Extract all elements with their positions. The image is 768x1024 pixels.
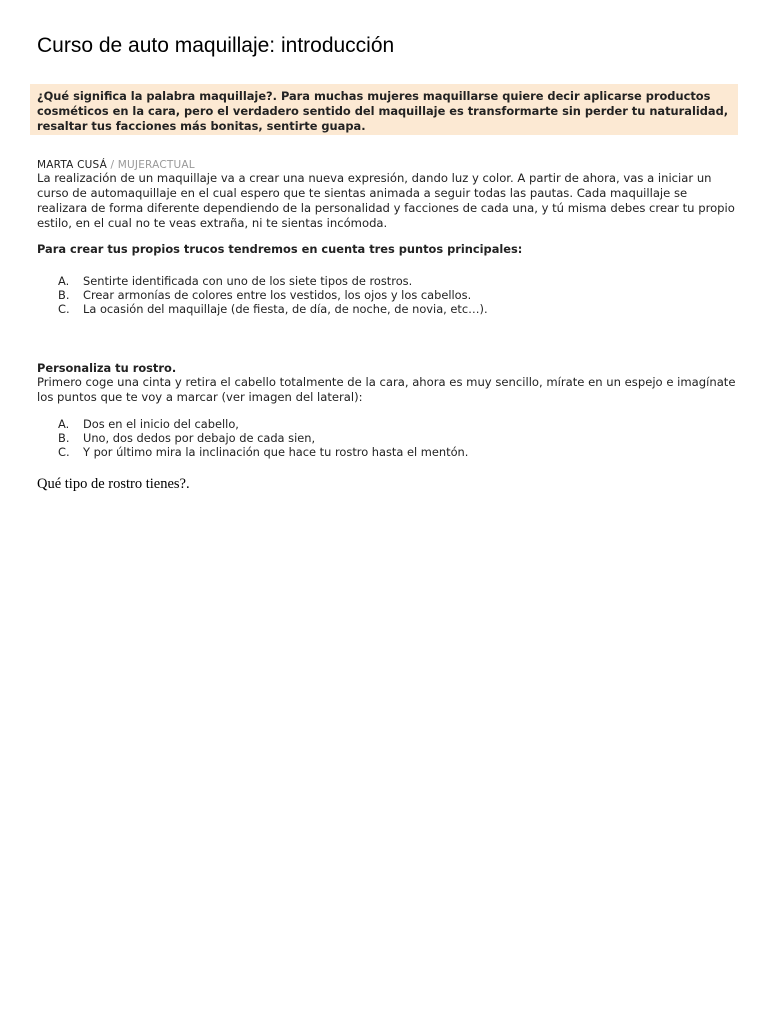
list-item [58, 274, 488, 288]
list-item [58, 302, 488, 316]
list-letter: B. [58, 288, 70, 302]
face-type-question: Qué tipo de rostro tienes?. [37, 476, 190, 492]
list-letter: A. [58, 417, 70, 431]
list-text: Uno, dos dedos por debajo de cada sien, [83, 431, 316, 445]
source-name: MUJERACTUAL [117, 159, 195, 171]
list-text: Crear armonías de colores entre los vestidos, los ojos y los cabellos. [83, 288, 472, 302]
page-title: Curso de auto maquillaje: introducción [37, 34, 395, 57]
byline-separator: / [106, 159, 118, 171]
author-name: MARTA CUSÁ [37, 159, 107, 171]
list-text: Dos en el inicio del cabello, [83, 417, 239, 431]
list-item [58, 288, 488, 302]
section-heading-personalize: Personaliza tu rostro. [37, 361, 177, 375]
intro-paragraph: La realización de un maquillaje va a crear una nueva expresión, dando luz y color. A partir de ahora, vas a iniciar un curso de automaquillaje en el cual espero que te sientas animada a seguir todas las pautas. Cada maquillaje se realizara de forma diferente dependiendo de la personalidad y facciones de cada una, y tú misma debes crear tu propio estilo, en el cual no te veas extraña, ni te sientas incómoda. [37, 171, 735, 230]
list-item [58, 417, 468, 431]
principles-list [58, 274, 488, 316]
list-text: La ocasión del maquillaje (de fiesta, de día, de noche, de novia, etc…). [83, 302, 488, 316]
byline [37, 159, 195, 171]
list-item [58, 445, 468, 459]
list-letter: C. [58, 302, 70, 316]
list-text: Sentirte identificada con uno de los siete tipos de rostros. [83, 274, 413, 288]
list-letter: B. [58, 431, 70, 445]
list-item [58, 431, 468, 445]
personalize-paragraph: Primero coge una cinta y retira el cabello totalmente de la cara, ahora es muy sencillo, mírate en un espejo e imagínate los puntos que te voy a marcar (ver imagen del lateral): [37, 375, 736, 404]
list-letter: C. [58, 445, 70, 459]
section-heading-principles: Para crear tus propios trucos tendremos en cuenta tres puntos principales: [37, 242, 523, 256]
points-list [58, 417, 468, 459]
list-letter: A. [58, 274, 70, 288]
intro-highlight-box: ¿Qué significa la palabra maquillaje?. Para muchas mujeres maquillarse quiere decir aplicarse productos cosméticos en la cara, pero el verdadero sentido del maquillaje es transformarte sin perder tu naturalidad, resaltar tus facciones más bonitas, sentirte guapa. [30, 84, 738, 135]
list-text: Y por último mira la inclinación que hace tu rostro hasta el mentón. [83, 445, 469, 459]
